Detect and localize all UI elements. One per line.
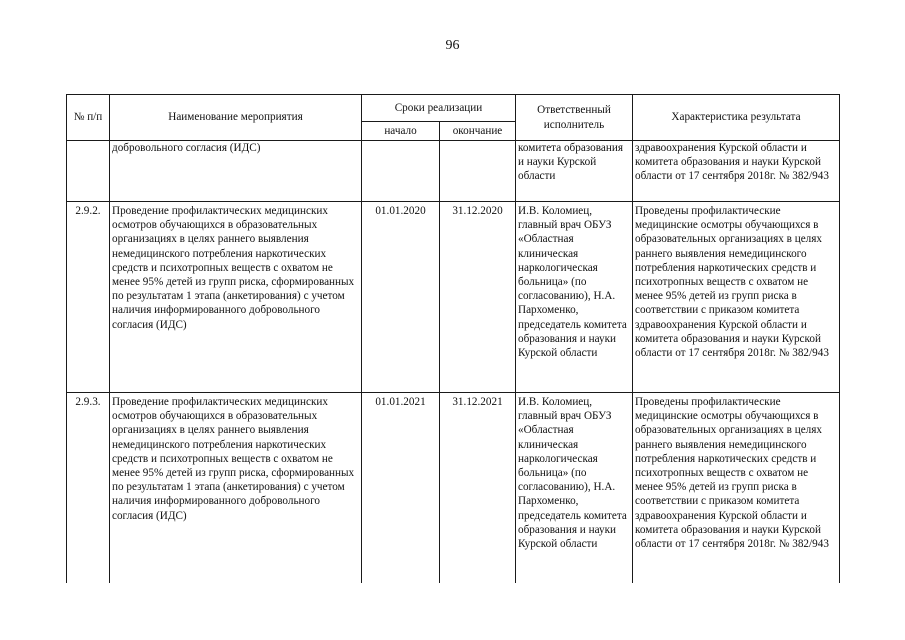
table-header-row [67,95,840,122]
row-start: 01.01.2021 [362,393,440,584]
row-responsible: комитета образования и науки Курской области [516,141,633,202]
header-terms: Сроки реализации [362,95,516,122]
table-row [67,393,840,584]
row-num: 2.9.2. [67,202,110,393]
row-num [67,141,110,202]
row-responsible: И.В. Коломиец, главный врач ОБУЗ «Областная клиническая наркологическая больница» (по согласованию), Н.А. Пархоменко, председатель комитета образования и науки Курской области [516,202,633,393]
header-result: Характеристика результата [633,95,840,141]
row-responsible: И.В. Коломиец, главный врач ОБУЗ «Областная клиническая наркологическая больница» (по согласованию), Н.А. Пархоменко, председатель комитета образования и науки Курской области [516,393,633,584]
row-start: 01.01.2020 [362,202,440,393]
header-start: начало [362,122,440,141]
page-number: 96 [445,38,460,53]
header-end: окончание [440,122,516,141]
header-num: № п/п [67,95,110,141]
row-name: добровольного согласия (ИДС) [110,141,362,202]
row-result: Проведены профилактические медицинские осмотры обучающихся в образовательных организациях в целях раннего выявления немедицинского потребления наркотических средств и психотропных веществ с охватом не менее 95% детей из групп риска в соответствии с приказом комитета здравоохранения Курской области и комитета образования и науки Курской области от 17 сентября 2018г. № 382/943 [633,393,840,584]
table-row [67,202,840,393]
header-responsible: Ответственный исполнитель [516,95,633,141]
row-num: 2.9.3. [67,393,110,584]
header-name: Наименование мероприятия [110,95,362,141]
row-start [362,141,440,202]
row-result: здравоохранения Курской области и комитета образования и науки Курской области от 17 сентября 2018г. № 382/943 [633,141,840,202]
row-end: 31.12.2021 [440,393,516,584]
activities-table [66,94,840,583]
table-row [67,141,840,202]
row-result: Проведены профилактические медицинские осмотры обучающихся в образовательных организациях в целях раннего выявления немедицинского потребления наркотических средств и психотропных веществ с охватом не менее 95% детей из групп риска в соответствии с приказом комитета здравоохранения Курской области и комитета образования и науки Курской области от 17 сентября 2018г. № 382/943 [633,202,840,393]
row-name: Проведение профилактических медицинских осмотров обучающихся в образовательных организациях в целях раннего выявления немедицинского потребления наркотических средств и психотропных веществ с охватом не менее 95% детей из групп риска, сформированных по результатам 1 этапа (анкетирования) с учетом наличия информированного добровольного согласия (ИДС) [110,202,362,393]
row-name: Проведение профилактических медицинских осмотров обучающихся в образовательных организациях в целях раннего выявления немедицинского потребления наркотических средств и психотропных веществ с охватом не менее 95% детей из групп риска, сформированных по результатам 1 этапа (анкетирования) с учетом наличия информированного добровольного согласия (ИДС) [110,393,362,584]
row-end [440,141,516,202]
row-end: 31.12.2020 [440,202,516,393]
